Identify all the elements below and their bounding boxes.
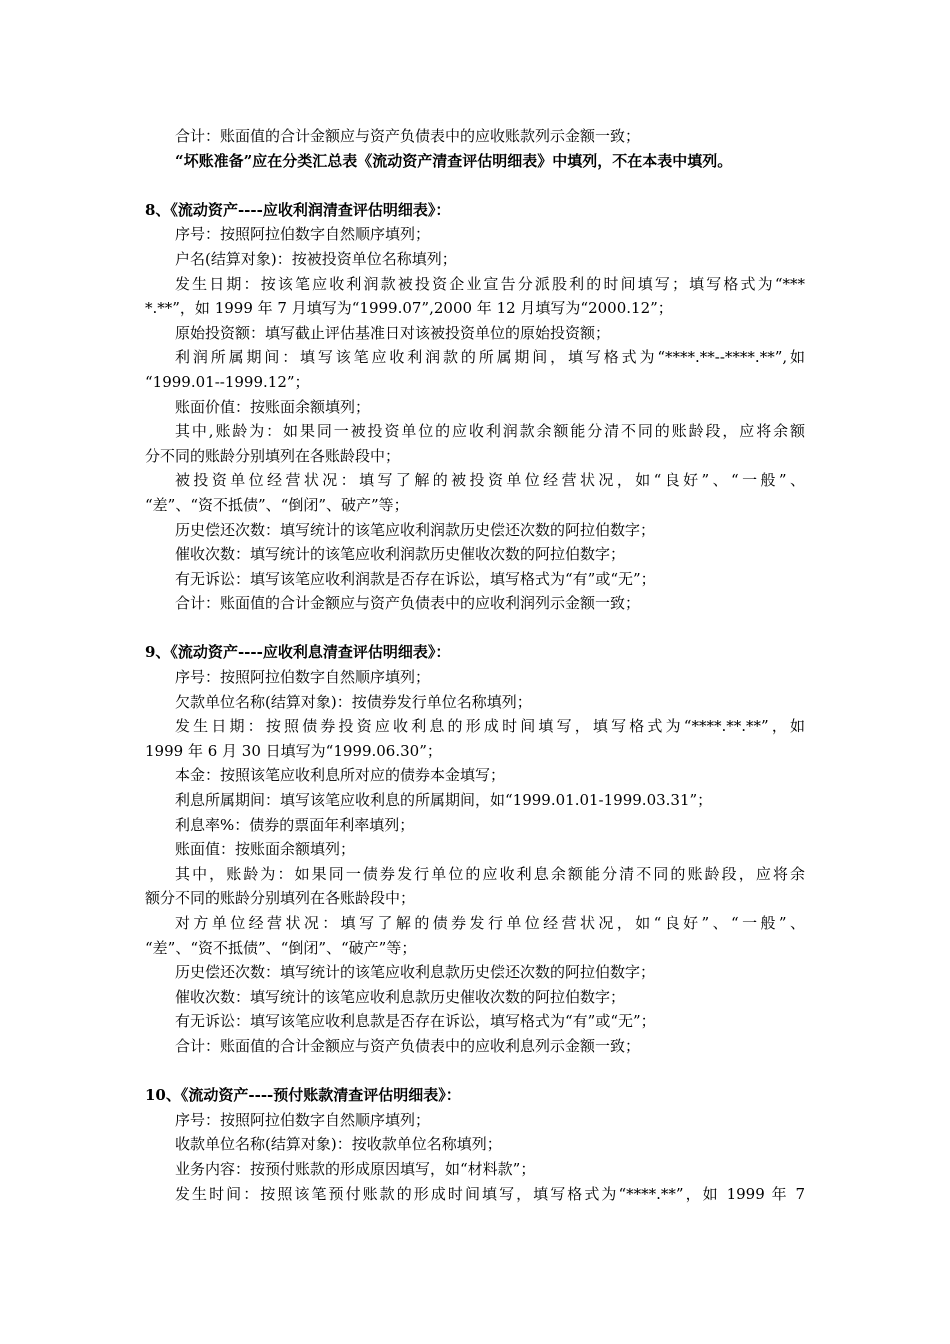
section-8-heading: 8、《流动资产----应收利润清查评估明细表》： (145, 200, 451, 219)
paragraph-line: 其中,账龄为：如果同一被投资单位的应收利润款余额能分清不同的账龄段，应将余额 (175, 422, 805, 441)
paragraph-line: 合计：账面值的合计金额应与资产负债表中的应收账款列示金额一致； (175, 127, 641, 145)
paragraph-line: “差”、“资不抵债”、“倒闭”、破产”等； (145, 495, 409, 514)
paragraph-line: 历史偿还次数：填写统计的该笔应收利润款历史偿还次数的阿拉伯数字； (175, 520, 656, 539)
paragraph-line: 被投资单位经营状况：填写了解的被投资单位经营状况，如“良好”、“一般”、 (175, 471, 805, 490)
paragraph-line: 序号：按照阿拉伯数字自然顺序填列； (175, 1110, 431, 1129)
paragraph-line: 有无诉讼：填写该笔应收利润款是否存在诉讼，填写格式为“有”或“无”； (175, 569, 656, 588)
paragraph-line: 账面价值：按账面余额填列； (175, 397, 371, 416)
paragraph-line: 对方单位经营状况：填写了解的债券发行单位经营状况，如“良好”、“一般”、 (175, 914, 805, 932)
paragraph-line: 发生日期：按该笔应收利润款被投资企业宣告分派股利的时间填写；填写格式为“*** (175, 274, 805, 293)
paragraph-line: 催收次数：填写统计的该笔应收利息款历史催收次数的阿拉伯数字； (175, 987, 626, 1006)
spacer (145, 616, 805, 641)
paragraph-line: 原始投资额：填写截止评估基准日对该被投资单位的原始投资额； (175, 323, 611, 342)
paragraph-line: 序号：按照阿拉伯数字自然顺序填列； (175, 668, 431, 687)
paragraph-line: 本金：按照该笔应收利息所对应的债券本金填写； (175, 766, 506, 785)
paragraph-line: *.**”，如 1999 年 7 月填写为“1999.07”,2000 年 12 月填写为“2000.12”； (145, 299, 673, 318)
paragraph-line: 欠款单位名称(结算对象)：按债券发行单位名称填列； (175, 692, 532, 711)
paragraph-line: 有无诉讼：填写该笔应收利息款是否存在诉讼，填写格式为“有”或“无”； (175, 1012, 656, 1031)
section-10-heading: 10、《流动资产----预付账款清查评估明细表》： (145, 1086, 461, 1105)
spacer (145, 1059, 805, 1084)
paragraph-line: 历史偿还次数：填写统计的该笔应收利息款历史偿还次数的阿拉伯数字； (175, 963, 656, 982)
paragraph-line: 收款单位名称(结算对象)：按收款单位名称填列； (175, 1135, 502, 1154)
bad-debt-note: “坏账准备”应在分类汇总表《流动资产清查评估明细表》中填列，不在本表中填列。 (175, 151, 733, 170)
spacer (145, 173, 805, 198)
paragraph-line: 合计：账面值的合计金额应与资产负债表中的应收利润列示金额一致； (175, 594, 641, 613)
paragraph-line: 发生日期：按照债券投资应收利息的形成时间填写，填写格式为“****.**.**”，如 (175, 717, 805, 736)
paragraph-line: 催收次数：填写统计的该笔应收利润款历史催收次数的阿拉伯数字； (175, 545, 626, 564)
paragraph-line: “差”、“资不抵债”、“倒闭”、“破产”等； (145, 938, 417, 957)
paragraph-line: 利息所属期间：填写该笔应收利息的所属期间，如“1999.01.01-1999.03.31”； (175, 791, 713, 810)
paragraph-line: 序号：按照阿拉伯数字自然顺序填列； (175, 225, 431, 244)
paragraph-line: 其中，账龄为：如果同一债券发行单位的应收利息余额能分清不同的账龄段，应将余 (175, 864, 805, 883)
paragraph-line: 账面值：按账面余额填列； (175, 840, 356, 859)
paragraph-line: 合计：账面值的合计金额应与资产负债表中的应收利息列示金额一致； (175, 1036, 641, 1055)
paragraph-line: 户名(结算对象)：按被投资单位名称填列； (175, 249, 457, 268)
paragraph-line: 分不同的账龄分别填列在各账龄段中； (145, 446, 401, 465)
paragraph-line: 业务内容：按预付账款的形成原因填写，如“材料款”； (175, 1159, 536, 1178)
paragraph-line: 利息率%：债券的票面年利率填列； (175, 815, 415, 834)
document-body (145, 124, 805, 1206)
paragraph-line: 额分不同的账龄分别填列在各账龄段中； (145, 889, 416, 908)
paragraph-line: “1999.01--1999.12”； (145, 372, 310, 391)
section-9-heading: 9、《流动资产----应收利息清查评估明细表》： (145, 643, 451, 662)
paragraph-line: 发生时间：按照该笔预付账款的形成时间填写，填写格式为“****.**”，如 1999 年 7 (175, 1184, 805, 1203)
paragraph-line: 利润所属期间：填写该笔应收利润款的所属期间，填写格式为“****.**--****.**”,如 (175, 348, 805, 367)
paragraph-line: 1999 年 6 月 30 日填写为“1999.06.30”； (145, 741, 442, 760)
